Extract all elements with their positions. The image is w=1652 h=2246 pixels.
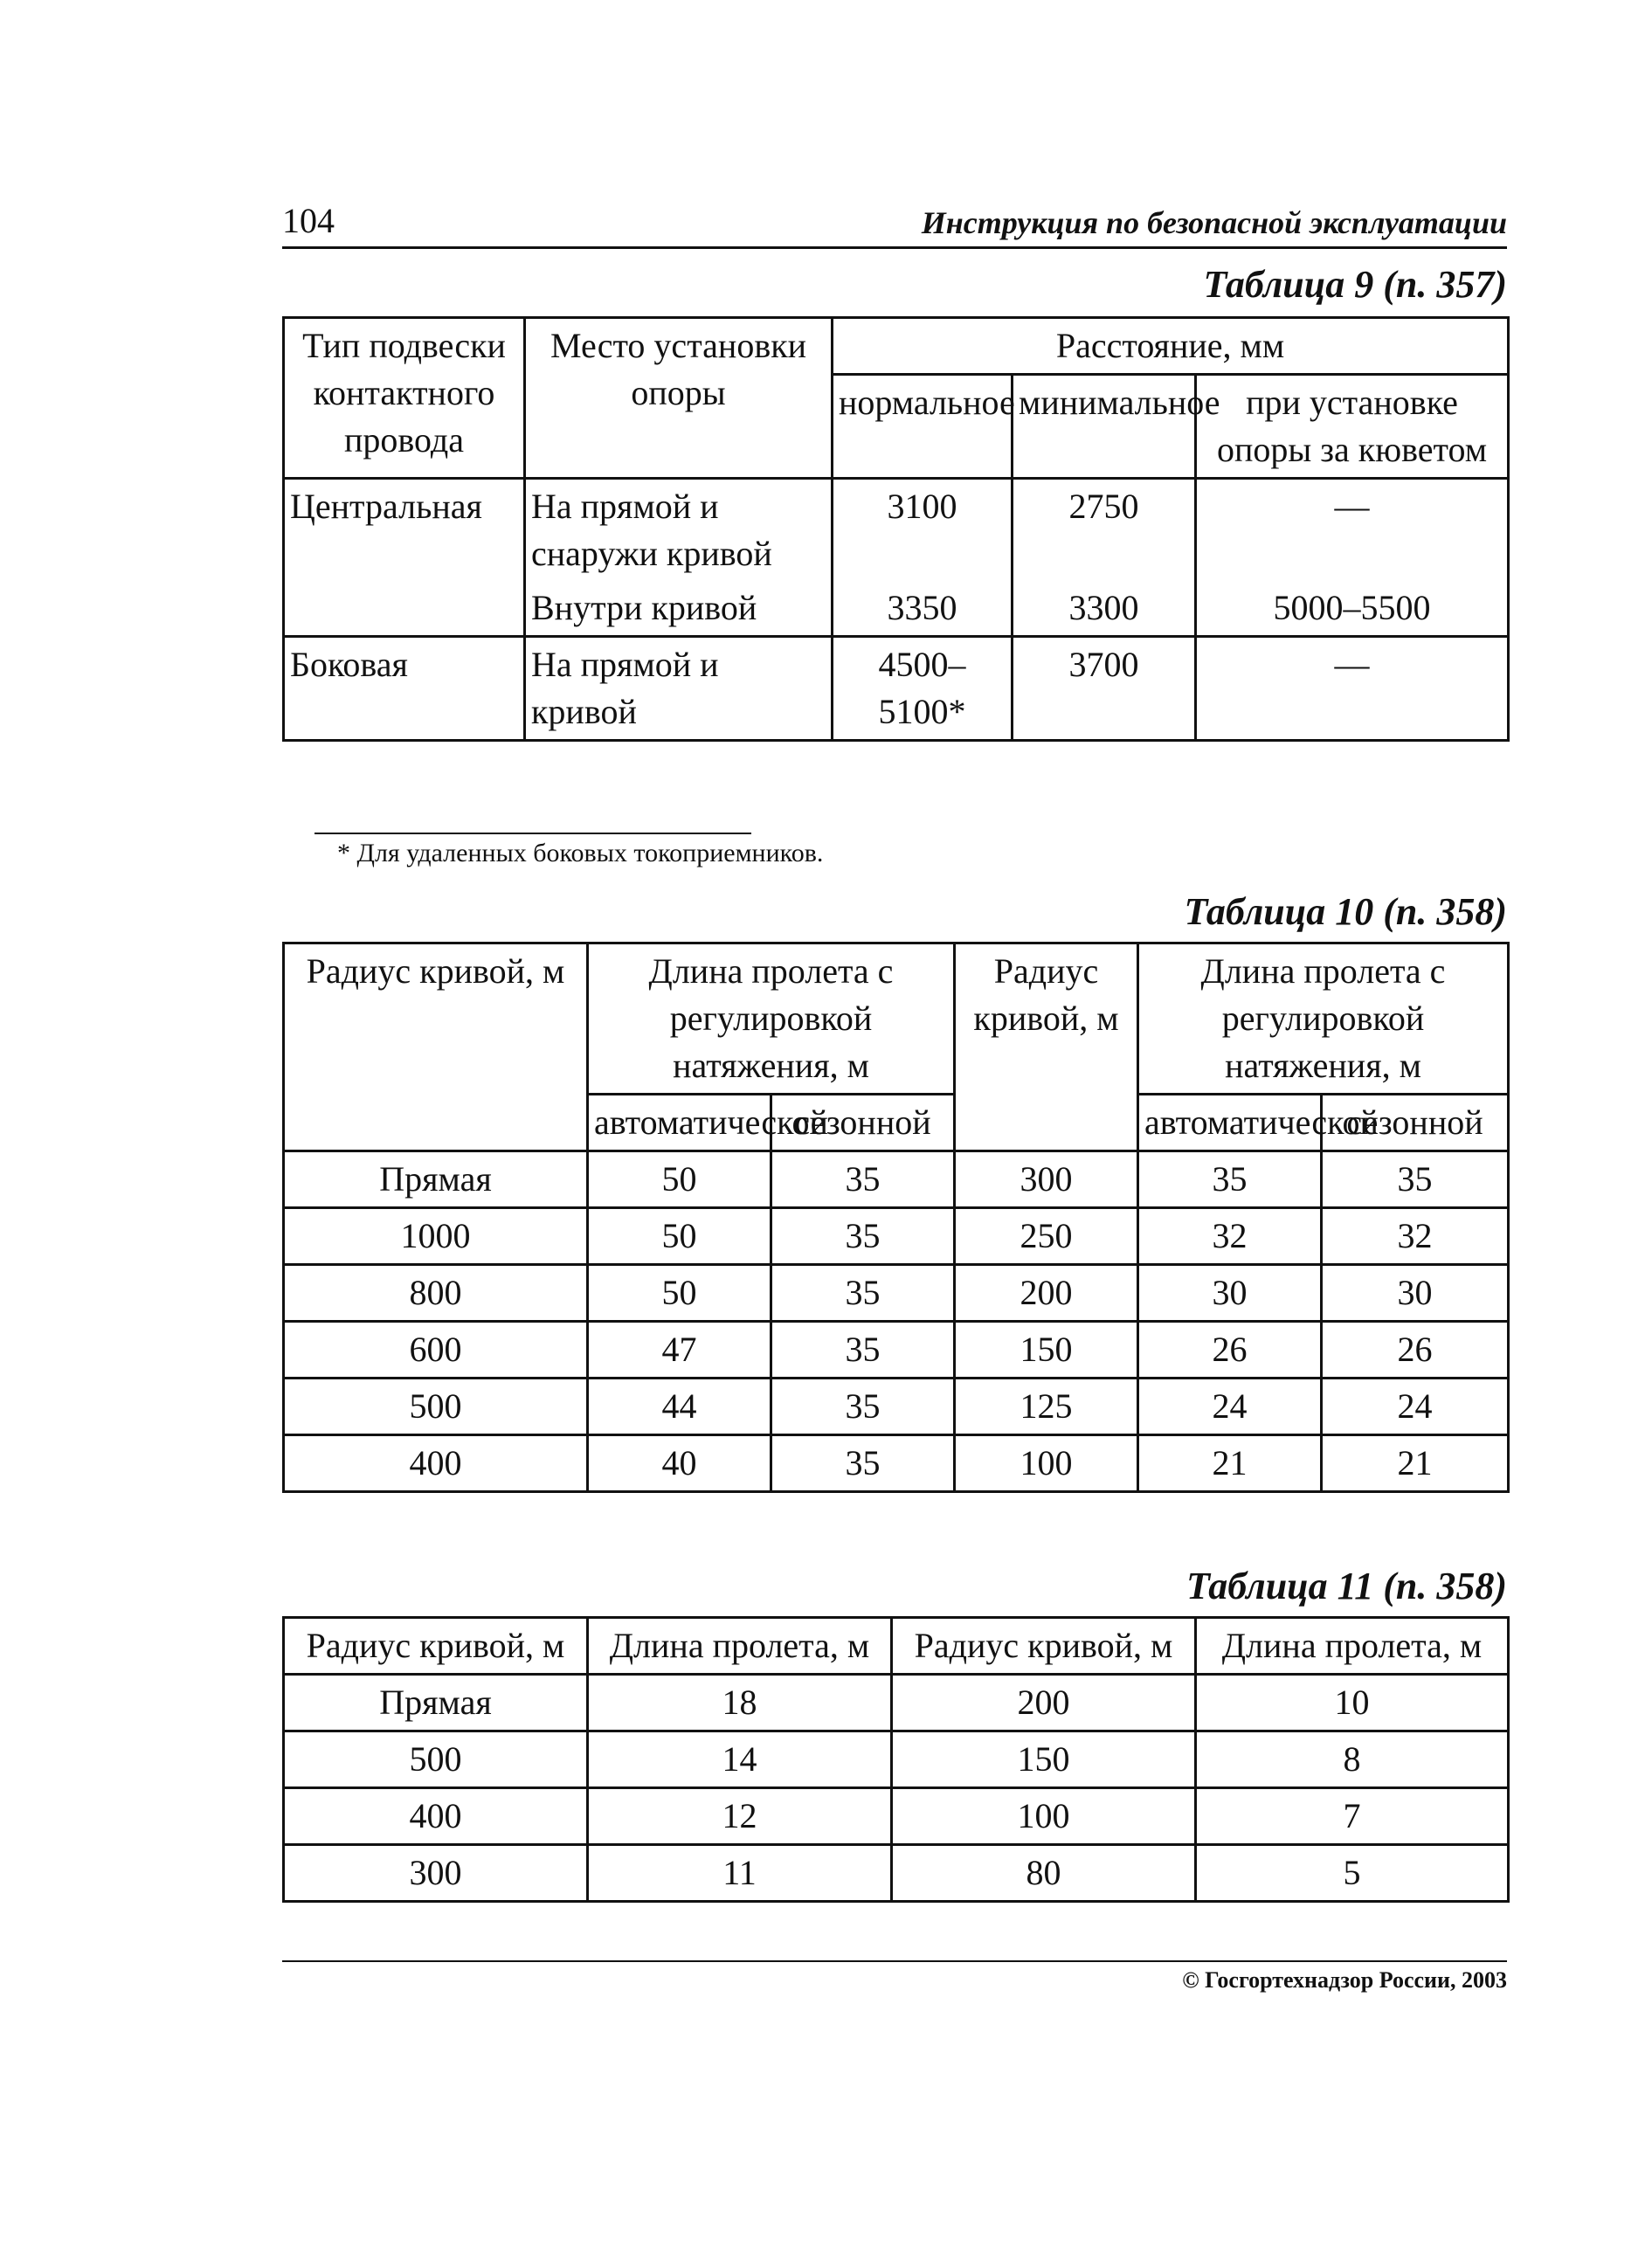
table11-cell: 18 [588,1675,892,1731]
table11-head-radius-right: Радиус кривой, м [892,1618,1196,1675]
table10-cell: 32 [1322,1208,1509,1265]
table9-cell-normal: 4500–5100* [833,637,1013,741]
table11-cell: 14 [588,1731,892,1788]
table10 [282,942,1510,1493]
table10-body [284,1151,1509,1492]
table10-cell: 26 [1322,1322,1509,1379]
table10-caption: Таблица 10 (п. 358) [1184,890,1507,933]
table11-cell: 5 [1196,1845,1509,1902]
table9-head-place: Место установки опоры [525,318,833,479]
table10-cell: 35 [771,1208,955,1265]
table10-cell: 21 [1322,1435,1509,1492]
table10-cell: 44 [588,1379,771,1435]
table11-head-span-right: Длина пролета, м [1196,1618,1509,1675]
table9 [282,316,1510,742]
table9-footnote: * Для удаленных боковых токоприемников. [337,839,824,867]
table10-cell: 125 [955,1379,1138,1435]
table10-cell: 32 [1138,1208,1322,1265]
table10-head-season-right: сезонной [1322,1095,1509,1151]
table9-cell-ditch: — [1196,479,1509,582]
table11-cell: 7 [1196,1788,1509,1845]
table10-cell: 30 [1322,1265,1509,1322]
table9-cell-type: Центральная [284,479,525,582]
table11-cell: 8 [1196,1731,1509,1788]
footer-rule [282,1960,1507,1962]
table9-cell-min: 3300 [1013,581,1196,637]
table10-head-span-left: Длина пролета с регулировкой натяжения, м [588,943,955,1095]
table10-head-radius-right: Радиус кривой, м [955,943,1138,1151]
table9-cell-place: Внутри кривой [525,581,833,637]
table10-head-auto-left: автоматической [588,1095,771,1151]
page-header [282,199,1507,249]
table10-head-radius-left: Радиус кривой, м [284,943,588,1151]
table11-cell: 300 [284,1845,588,1902]
table11-cell: 500 [284,1731,588,1788]
table11-caption: Таблица 11 (п. 358) [1185,1565,1507,1607]
table10-cell: 400 [284,1435,588,1492]
table10-cell: 50 [588,1208,771,1265]
table10-cell: 35 [771,1379,955,1435]
table-row [284,1208,1509,1265]
table9-cell-place: На прямой и снаружи кривой [525,479,833,582]
table-row [284,1675,1509,1731]
table11-head-radius-left: Радиус кривой, м [284,1618,588,1675]
table-row [284,1265,1509,1322]
table11-head-span-left: Длина пролета, м [588,1618,892,1675]
table9-head-min: минимальное [1013,375,1196,479]
table9-cell-min: 2750 [1013,479,1196,582]
table10-cell: 150 [955,1322,1138,1379]
table11-cell: 12 [588,1788,892,1845]
table10-cell: 26 [1138,1322,1322,1379]
table10-cell: 35 [771,1265,955,1322]
table11-cell: Прямая [284,1675,588,1731]
table9-head-type: Тип подвески контактного провода [284,318,525,479]
table10-cell: 24 [1322,1379,1509,1435]
table-row [284,1788,1509,1845]
table-row [284,1322,1509,1379]
table10-cell: 250 [955,1208,1138,1265]
table10-cell: Прямая [284,1151,588,1208]
table10-cell: 800 [284,1265,588,1322]
table11-cell: 200 [892,1675,1196,1731]
running-title: Инструкция по безопасной эксплуатации [921,205,1507,240]
table-row [284,1379,1509,1435]
table11 [282,1616,1510,1903]
table11-cell: 10 [1196,1675,1509,1731]
footnote-rule [315,833,751,834]
table10-cell: 35 [771,1151,955,1208]
table11-cell: 150 [892,1731,1196,1788]
table9-cell-type: Боковая [284,637,525,741]
table10-cell: 300 [955,1151,1138,1208]
table9-cell-normal: 3100 [833,479,1013,582]
table9-cell-min: 3700 [1013,637,1196,741]
table10-cell: 200 [955,1265,1138,1322]
table9-head-normal: нормальное [833,375,1013,479]
table9-cell-type [284,581,525,637]
table9-caption: Таблица 9 (п. 357) [1203,263,1507,306]
table10-cell: 24 [1138,1379,1322,1435]
table-row [284,1731,1509,1788]
table9-cell-ditch: — [1196,637,1509,741]
table10-head-span-right: Длина пролета с регулировкой натяжения, м [1138,943,1509,1095]
table10-cell: 35 [771,1322,955,1379]
table11-cell: 80 [892,1845,1196,1902]
table11-cell: 11 [588,1845,892,1902]
table9-head-ditch: при установке опоры за кюветом [1196,375,1509,479]
table10-cell: 100 [955,1435,1138,1492]
table-row [284,1435,1509,1492]
table-row [284,1845,1509,1902]
table10-head-auto-right: автоматической [1138,1095,1322,1151]
table9-cell-place: На прямой и кривой [525,637,833,741]
table11-cell: 400 [284,1788,588,1845]
table10-cell: 40 [588,1435,771,1492]
table10-cell: 21 [1138,1435,1322,1492]
table11-cell: 100 [892,1788,1196,1845]
table10-cell: 500 [284,1379,588,1435]
table9-head-group: Расстояние, мм [833,318,1509,375]
table9-cell-ditch: 5000–5500 [1196,581,1509,637]
table10-cell: 1000 [284,1208,588,1265]
table10-cell: 50 [588,1265,771,1322]
copyright: © Госгортехнадзор России, 2003 [1182,1967,1507,1993]
table10-cell: 600 [284,1322,588,1379]
table-row [284,1151,1509,1208]
table10-head-season-left: сезонной [771,1095,955,1151]
table10-cell: 35 [771,1435,955,1492]
table10-cell: 35 [1138,1151,1322,1208]
page-number: 104 [282,201,335,240]
table9-cell-normal: 3350 [833,581,1013,637]
table10-cell: 30 [1138,1265,1322,1322]
table10-cell: 35 [1322,1151,1509,1208]
table10-cell: 47 [588,1322,771,1379]
table10-cell: 50 [588,1151,771,1208]
